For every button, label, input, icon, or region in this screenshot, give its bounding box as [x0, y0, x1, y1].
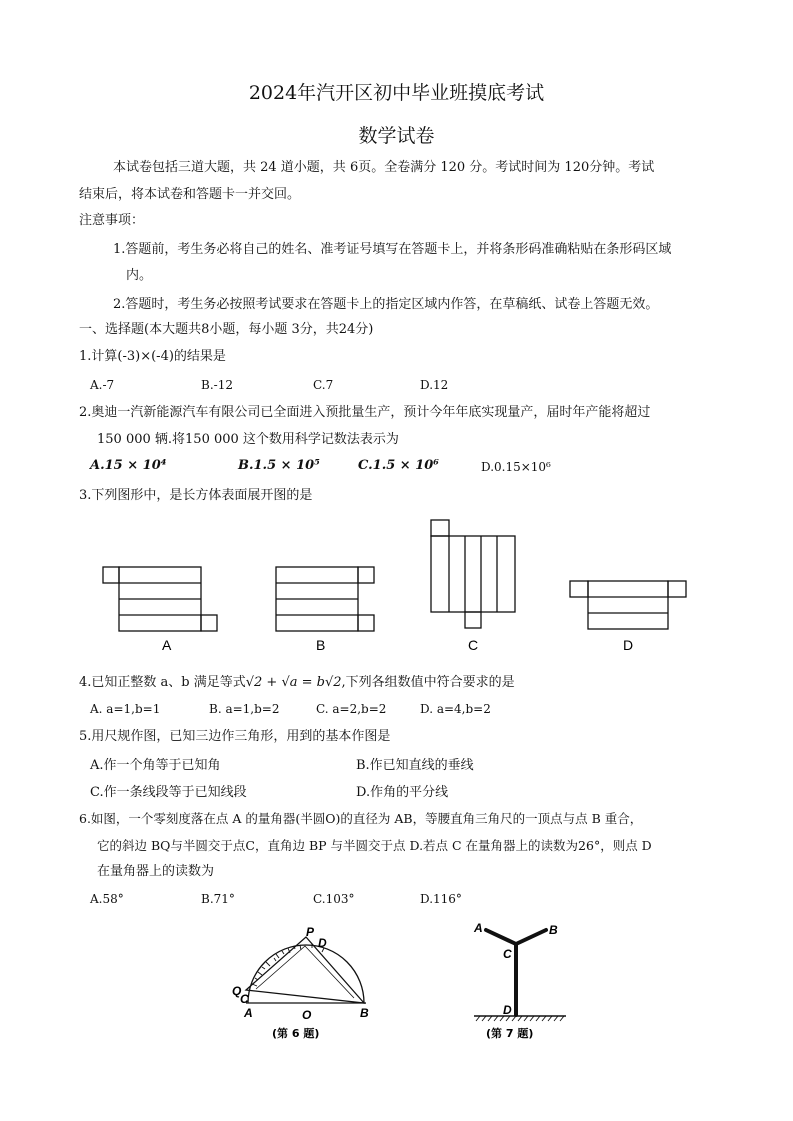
- q2-option-a: A.15 × 10⁴: [90, 458, 167, 473]
- q6-stem-2: 它的斜边 BQ与半圆交于点C，直角边 BP 与半圆交于点 D.若点 C 在量角器上的读数为26°，则点 D: [97, 838, 652, 853]
- q6-stem-3: 在量角器上的读数为: [97, 864, 215, 879]
- note-item-2: 2.答题时，考生务必按照考试要求在答题卡上的指定区域内作答，在草稿纸、试卷上答题无效。: [113, 297, 659, 312]
- note-item-1-cont: 内。: [126, 268, 153, 283]
- q6-figure: [0, 920, 793, 1050]
- point-q: Q: [232, 984, 242, 998]
- exam-title: 2024年汽开区初中毕业班摸底考试: [248, 82, 545, 104]
- point-a7: A: [474, 921, 483, 935]
- q1-stem: 1.计算(-3)×(-4)的结果是: [79, 349, 226, 364]
- q4-stem-after: ,下列各组数值中符合要求的是: [341, 675, 515, 690]
- q6-option-a: A.58°: [90, 892, 124, 906]
- point-b7: B: [549, 923, 558, 937]
- net-b: [276, 567, 374, 631]
- point-o: O: [302, 1008, 312, 1022]
- intro-line-1: 本试卷包括三道大题，共 24 道小题，共 6页。全卷满分 120 分。考试时间为 120分钟。考试: [113, 160, 655, 175]
- point-p: P: [306, 925, 315, 939]
- set-square: [246, 937, 364, 1003]
- set-square-inner: [256, 946, 354, 998]
- intro-line-2: 结束后，将本试卷和答题卡一并交回。: [79, 187, 301, 202]
- q1-option-d: D.12: [420, 378, 449, 392]
- q3-figures: [0, 510, 793, 660]
- q4-option-a: A. a=1,b=1: [90, 702, 161, 716]
- q6-option-c: C.103°: [313, 892, 355, 906]
- figure-7-caption: (第 7 题): [486, 1027, 534, 1040]
- label-d: D: [623, 637, 634, 653]
- q3-stem: 3.下列图形中，是长方体表面展开图的是: [79, 488, 313, 503]
- label-b: B: [316, 637, 326, 653]
- label-c: C: [468, 637, 479, 653]
- net-c: [431, 520, 515, 628]
- q6-stem-1: 6.如图，一个零刻度落在点 A 的量角器(半圆O)的直径为 AB，等腰直角三角尺的一顶点与点 B 重合，: [79, 811, 643, 826]
- q2-option-d: D.0.15×10⁶: [481, 460, 551, 474]
- q2-option-c: C.1.5 × 10⁶: [358, 458, 439, 473]
- q5-option-a: A.作一个角等于已知角: [90, 758, 221, 773]
- q5-option-d: D.作角的平分线: [356, 785, 449, 800]
- exam-subtitle: 数学试卷: [358, 125, 435, 147]
- q5-option-c: C.作一条线段等于已知线段: [90, 785, 247, 800]
- point-d: D: [318, 936, 327, 950]
- net-d: [570, 581, 686, 629]
- q4-stem-row: [79, 673, 515, 693]
- q1-option-c: C.7: [313, 378, 334, 392]
- label-a: A: [162, 637, 172, 653]
- q2-option-b: B.1.5 × 10⁵: [238, 458, 320, 473]
- point-d7: D: [503, 1003, 512, 1017]
- q2-stem-2: 150 000 辆.将150 000 这个数用科学记数法表示为: [97, 432, 399, 447]
- point-a: A: [244, 1006, 253, 1020]
- q6-option-d: D.116°: [420, 892, 462, 906]
- notes-heading: 注意事项：: [79, 213, 145, 228]
- q1-option-a: A.-7: [90, 378, 115, 392]
- figure-6-caption: (第 6 题): [272, 1027, 320, 1040]
- point-c7: C: [503, 947, 512, 961]
- q6-option-b: B.71°: [201, 892, 235, 906]
- q2-stem-1: 2.奥迪一汽新能源汽车有限公司已全面进入预批量生产，预计今年年底实现量产，届时年产能将超过: [79, 405, 651, 420]
- section-heading: 一、选择题(本大题共8小题，每小题 3分，共24分): [79, 322, 374, 337]
- y-structure: [486, 930, 546, 1015]
- point-b: B: [360, 1006, 369, 1020]
- q4-stem-before: 4.已知正整数 a、b 满足等式: [79, 675, 246, 690]
- q4-equation: √2 + √a = b√2: [245, 675, 342, 690]
- protractor-arc: [248, 945, 364, 1003]
- q5-stem: 5.用尺规作图，已知三边作三角形，用到的基本作图是: [79, 729, 391, 744]
- q4-option-c: C. a=2,b=2: [316, 702, 387, 716]
- q4-option-d: D. a=4,b=2: [420, 702, 491, 716]
- q5-option-b: B.作已知直线的垂线: [356, 758, 474, 773]
- q4-option-b: B. a=1,b=2: [209, 702, 280, 716]
- net-a: [103, 567, 217, 631]
- note-item-1: 1.答题前，考生务必将自己的姓名、准考证号填写在答题卡上，并将条形码准确粘贴在条形码区域: [113, 242, 672, 257]
- point-c: C: [240, 992, 249, 1006]
- q1-option-b: B.-12: [201, 378, 233, 392]
